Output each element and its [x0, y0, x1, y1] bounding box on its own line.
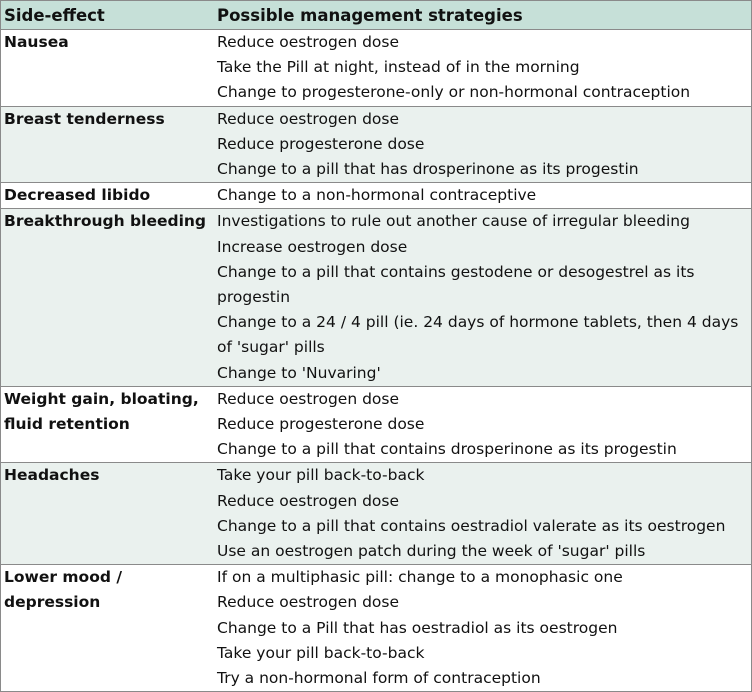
strategy-item: Use an oestrogen patch during the week of 'sugar' pills — [217, 542, 646, 561]
strategy-item: If on a multiphasic pill: change to a monophasic one — [217, 568, 623, 587]
strategy-item: Try a non-hormonal form of contraception — [217, 669, 541, 688]
table-row — [1, 107, 751, 184]
strategy-item: Reduce oestrogen dose — [217, 109, 400, 128]
table-row — [1, 387, 751, 464]
strategy-item: Take your pill back-to-back — [217, 466, 425, 485]
table-row — [1, 565, 751, 691]
strategy-item: Reduce progesterone dose — [217, 134, 425, 153]
strategy-item: Change to a pill that contains drosperinone as its progestin — [217, 440, 677, 459]
table-header — [1, 1, 751, 30]
strategy-item: Change to a pill that has drosperinone as its progestin — [217, 160, 639, 179]
side-effect-cell: Lower mood / depression — [4, 568, 122, 612]
side-effect-cell: Headaches — [4, 466, 100, 485]
strategy-item: Change to progesterone-only or non-hormonal contraception — [217, 83, 691, 102]
strategy-item: Reduce oestrogen dose — [217, 33, 400, 51]
side-effect-cell: Weight gain, bloating, fluid retention — [4, 389, 199, 434]
strategy-item: Take your pill back-to-back — [217, 643, 425, 662]
strategy-item: Reduce oestrogen dose — [217, 593, 400, 612]
strategy-item: Reduce progesterone dose — [217, 415, 425, 434]
strategy-item: Increase oestrogen dose — [217, 237, 408, 256]
side-effect-cell: Breakthrough bleeding — [4, 212, 207, 231]
strategy-item: Change to a 24 / 4 pill (ie. 24 days of hormone tablets, then 4 days of 'sugar' pills — [217, 313, 739, 357]
table-row — [1, 30, 751, 107]
strategy-item: Change to 'Nuvaring' — [217, 363, 381, 382]
table-row — [1, 209, 751, 386]
strategy-item: Reduce oestrogen dose — [217, 389, 400, 408]
side-effect-cell: Nausea — [4, 33, 69, 51]
side-effect-cell: Decreased libido — [4, 186, 151, 205]
strategy-item: Change to a pill that contains gestodene or desogestrel as its progestin — [217, 262, 695, 307]
strategy-item: Investigations to rule out another cause of irregular bleeding — [217, 212, 690, 231]
strategy-item: Change to a Pill that has oestradiol as its oestrogen — [217, 618, 618, 637]
strategy-item: Take the Pill at night, instead of in the morning — [217, 58, 580, 77]
table-row — [1, 463, 751, 565]
strategy-item: Reduce oestrogen dose — [217, 491, 400, 510]
strategy-item: Change to a pill that contains oestradiol valerate as its oestrogen — [217, 516, 726, 535]
table-row — [1, 183, 751, 209]
header-strategies: Possible management strategies — [217, 5, 523, 25]
side-effect-cell: Breast tenderness — [4, 109, 165, 128]
strategy-item: Change to a non-hormonal contraceptive — [217, 186, 537, 205]
header-side-effect: Side-effect — [4, 5, 105, 25]
